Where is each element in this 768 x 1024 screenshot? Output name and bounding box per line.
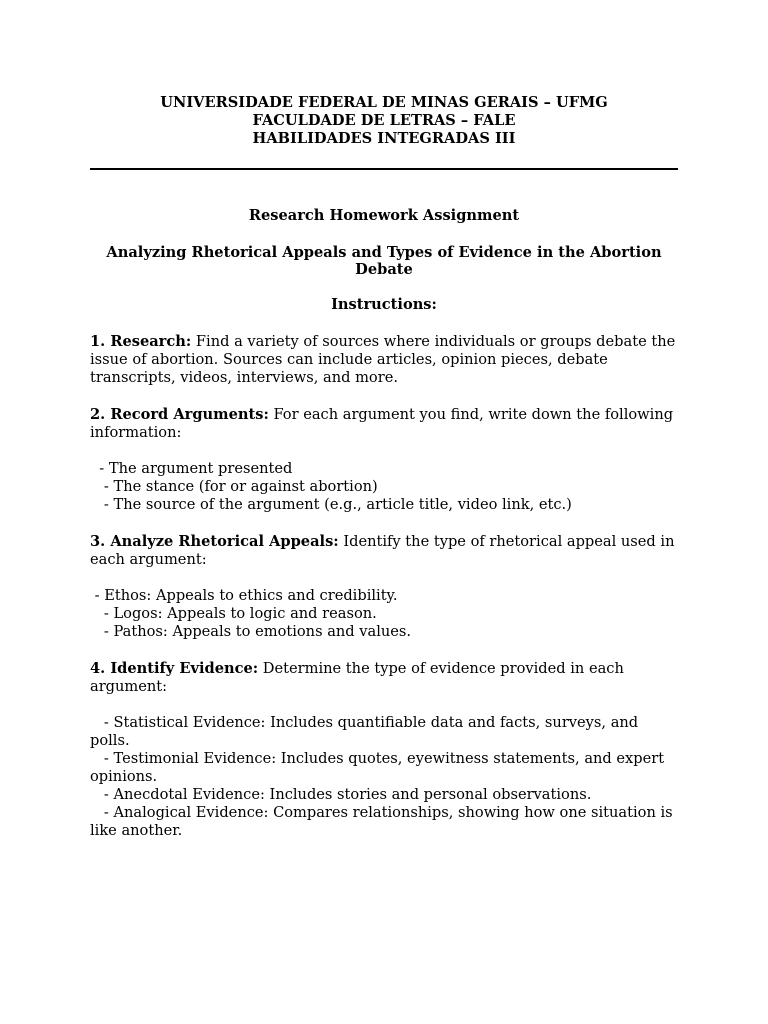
argument-info-list [90, 460, 678, 514]
appeals-list [90, 587, 678, 641]
section-record-arguments [90, 406, 678, 514]
header-course: HABILIDADES INTEGRADAS III [252, 130, 516, 147]
section-paragraph [90, 660, 678, 696]
instructions-heading: Instructions: [331, 296, 437, 313]
list-item: - The argument presented [90, 460, 293, 477]
section-text: Find a variety of sources where individuals or groups debate the issue of abortion. Sources can include articles, opinion pieces, debate transcripts, videos, interviews, and more. [90, 333, 676, 386]
list-item: - Statistical Evidence: Includes quantifiable data and facts, surveys, and polls. [90, 714, 643, 749]
assignment-subtitle: Analyzing Rhetorical Appeals and Types of Evidence in the Abortion Debate [106, 244, 662, 278]
section-paragraph [90, 406, 678, 442]
list-item: - Logos: Appeals to logic and reason. [90, 605, 377, 622]
list-item: - Anecdotal Evidence: Includes stories and personal observations. [90, 786, 592, 803]
list-item: - The source of the argument (e.g., article title, video link, etc.) [90, 496, 572, 513]
list-item: - The stance (for or against abortion) [90, 478, 378, 495]
section-label: 3. Analyze Rhetorical Appeals: [90, 533, 339, 550]
header-faculty: FACULDADE DE LETRAS – FALE [252, 112, 516, 129]
section-label: 4. Identify Evidence: [90, 660, 259, 677]
section-paragraph [90, 533, 678, 569]
section-rhetorical-appeals [90, 533, 678, 641]
header-university: UNIVERSIDADE FEDERAL DE MINAS GERAIS – UFMG [160, 94, 608, 111]
university-header [90, 94, 678, 148]
header-divider [90, 168, 678, 170]
evidence-list [90, 714, 678, 840]
list-item: - Ethos: Appeals to ethics and credibility. [90, 587, 398, 604]
section-paragraph [90, 333, 678, 387]
assignment-title: Research Homework Assignment [248, 207, 520, 224]
section-label: 2. Record Arguments: [90, 406, 269, 423]
section-text: Identify the type of rhetorical appeal used in each argument: [90, 533, 675, 568]
list-item: - Testimonial Evidence: Includes quotes, eyewitness statements, and expert opinions. [90, 750, 669, 785]
section-text: For each argument you find, write down the following information: [90, 406, 674, 441]
list-item: - Pathos: Appeals to emotions and values. [90, 623, 412, 640]
section-label: 1. Research: [90, 333, 192, 350]
section-research [90, 333, 678, 387]
section-text: Determine the type of evidence provided in each argument: [90, 660, 624, 695]
section-identify-evidence [90, 660, 678, 840]
list-item: - Analogical Evidence: Compares relationships, showing how one situation is like another. [90, 804, 678, 839]
